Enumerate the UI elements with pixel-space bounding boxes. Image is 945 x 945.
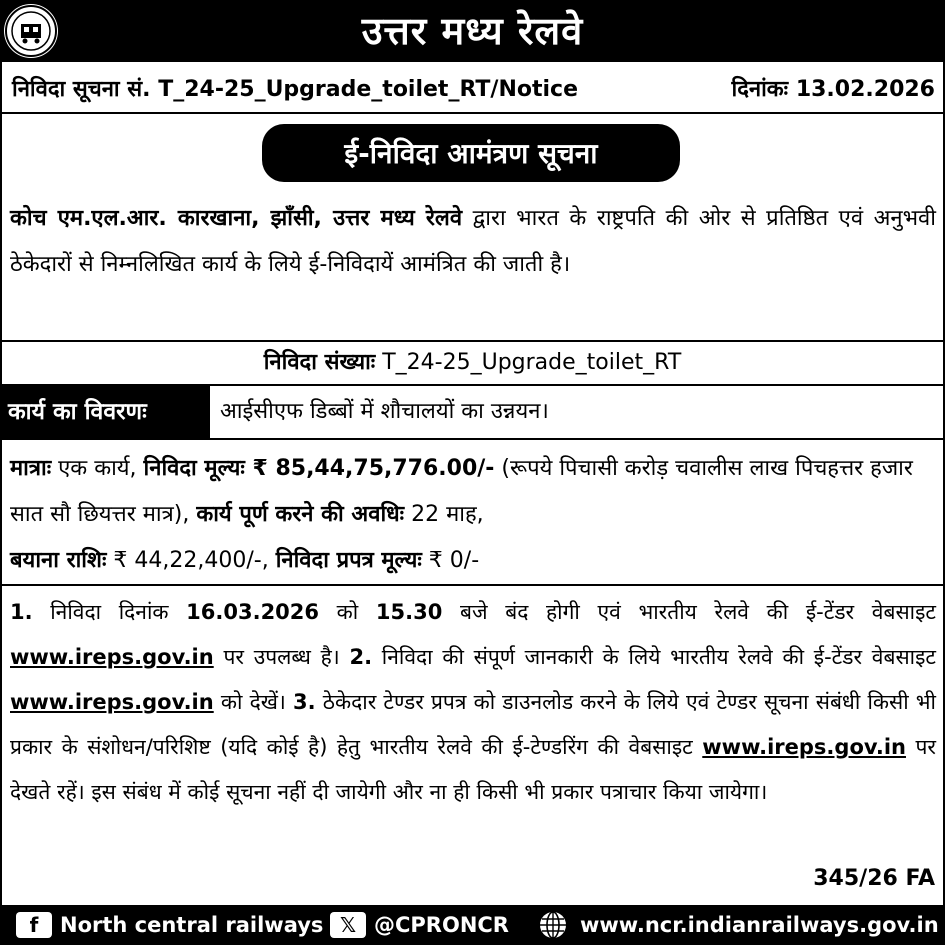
term-2-text: निविदा की संपूर्ण जानकारी के लिये भारतीय रेलवे की ई-टेंडर वेबसाइट [372,645,936,669]
x-icon: 𝕏 [330,912,366,938]
banner-heading: ई-निविदा आमंत्रण सूचना [262,124,680,182]
intro-paragraph [10,196,936,288]
notice-date-label: दिनांकः [731,77,789,102]
emd-label: बयाना राशिः [10,548,107,573]
tender-cost-value: ₹ 85,44,75,776.00/- [244,456,495,481]
tender-cost-words: (रूपये पिचासी करोड़ चवालीस लाख पिचहत्तर हजार सात सौ छियत्तर मात्र), [10,456,913,527]
x-link[interactable] [330,905,509,945]
closing-time: 15.30 [375,600,443,624]
facebook-link[interactable] [16,905,323,945]
notice-number-value: T_24-25_Upgrade_toilet_RT/Notice [158,77,578,102]
notice-date [732,73,936,103]
divider [0,438,945,440]
work-description-label: कार्य का विवरणः [0,386,210,438]
completion-period-label: कार्य पूर्ण करने की अवधिः [196,502,405,527]
tender-details [10,446,936,584]
quantity-label: मात्राः [10,456,52,481]
facebook-text: North central railways [60,913,324,937]
term-3-text: पर देखते रहें। इस संबंध में कोई सूचना नहीं दी जायेगी और ना ही किसी भी प्रकार पत्राचार किया जायेगा। [10,735,936,804]
x-handle-text: @CPRONCR [374,913,509,937]
facebook-icon: f [16,912,52,938]
ireps-link[interactable]: www.ireps.gov.in [10,645,214,669]
tender-number-row [0,342,945,384]
ireps-link[interactable]: www.ireps.gov.in [702,735,906,759]
closing-date: 16.03.2026 [186,600,320,624]
ireps-link[interactable]: www.ireps.gov.in [10,690,214,714]
term-1-text: बजे बंद होगी एवं भारतीय रेलवे की ई-टेंडर वेबसाइट [442,600,936,624]
term-1-text: को [319,600,376,624]
divider [0,112,945,114]
notice-number [12,73,578,103]
reference-code: 345/26 FA [813,866,935,891]
term-2-number: 2. [349,645,373,669]
term-2-text: को देखें। [213,690,294,714]
footer-bar [0,905,945,945]
website-link[interactable] [538,905,939,945]
term-1-text: निविदा दिनांक [32,600,187,624]
terms-paragraph [10,590,936,815]
tender-cost-label: निविदा मूल्यः [143,456,245,481]
tender-number-label: निविदा संख्याः [263,350,376,375]
divider [0,584,945,586]
tender-number-value: T_24-25_Upgrade_toilet_RT [375,350,682,375]
notice-date-value: 13.02.2026 [795,77,935,102]
completion-period-value: 22 माह, [404,502,484,527]
notice-number-label: निविदा सूचना सं. [12,77,151,102]
form-cost-value: ₹ 0/- [421,548,480,573]
term-1-number: 1. [10,600,33,624]
term-1-text: पर उपलब्ध है। [213,645,350,669]
issuer-name: कोच एम.एल.आर. कारखाना, झाँसी, उत्तर मध्य रेलवे [10,206,463,231]
work-description-value: आईसीएफ डिब्बों में शौचालयों का उन्नयन। [220,399,549,424]
term-3-text: ठेकेदार टेण्डर प्रपत्र को डाउनलोड करने के लिये एवं टेण्डर सूचना संबंधी किसी भी प्रकार के संशोधन/परिशिष्ट (यदि कोई है) हेतु भारतीय रेलवे की ई-टेण्डरिंग की वेबसाइट [10,690,936,759]
page-title: उत्तर मध्य रेलवे [361,9,584,53]
form-cost-label: निविदा प्रपत्र मूल्यः [275,548,422,573]
website-text: www.ncr.indianrailways.gov.in [580,913,939,937]
notice-number-row [0,62,945,114]
term-3-number: 3. [293,690,316,714]
quantity-value: एक कार्य, [51,456,144,481]
header-bar [0,0,945,62]
intro-text: द्वारा भारत के राष्ट्रपति की ओर से प्रतिष्ठित एवं अनुभवी ठेकेदारों से निम्नलिखित कार्य के लिये ई-निविदायें आमंत्रित की जाती है। [10,206,936,277]
globe-icon [538,910,568,940]
emd-value: ₹ 44,22,400/-, [106,548,276,573]
work-description-row [0,386,945,438]
